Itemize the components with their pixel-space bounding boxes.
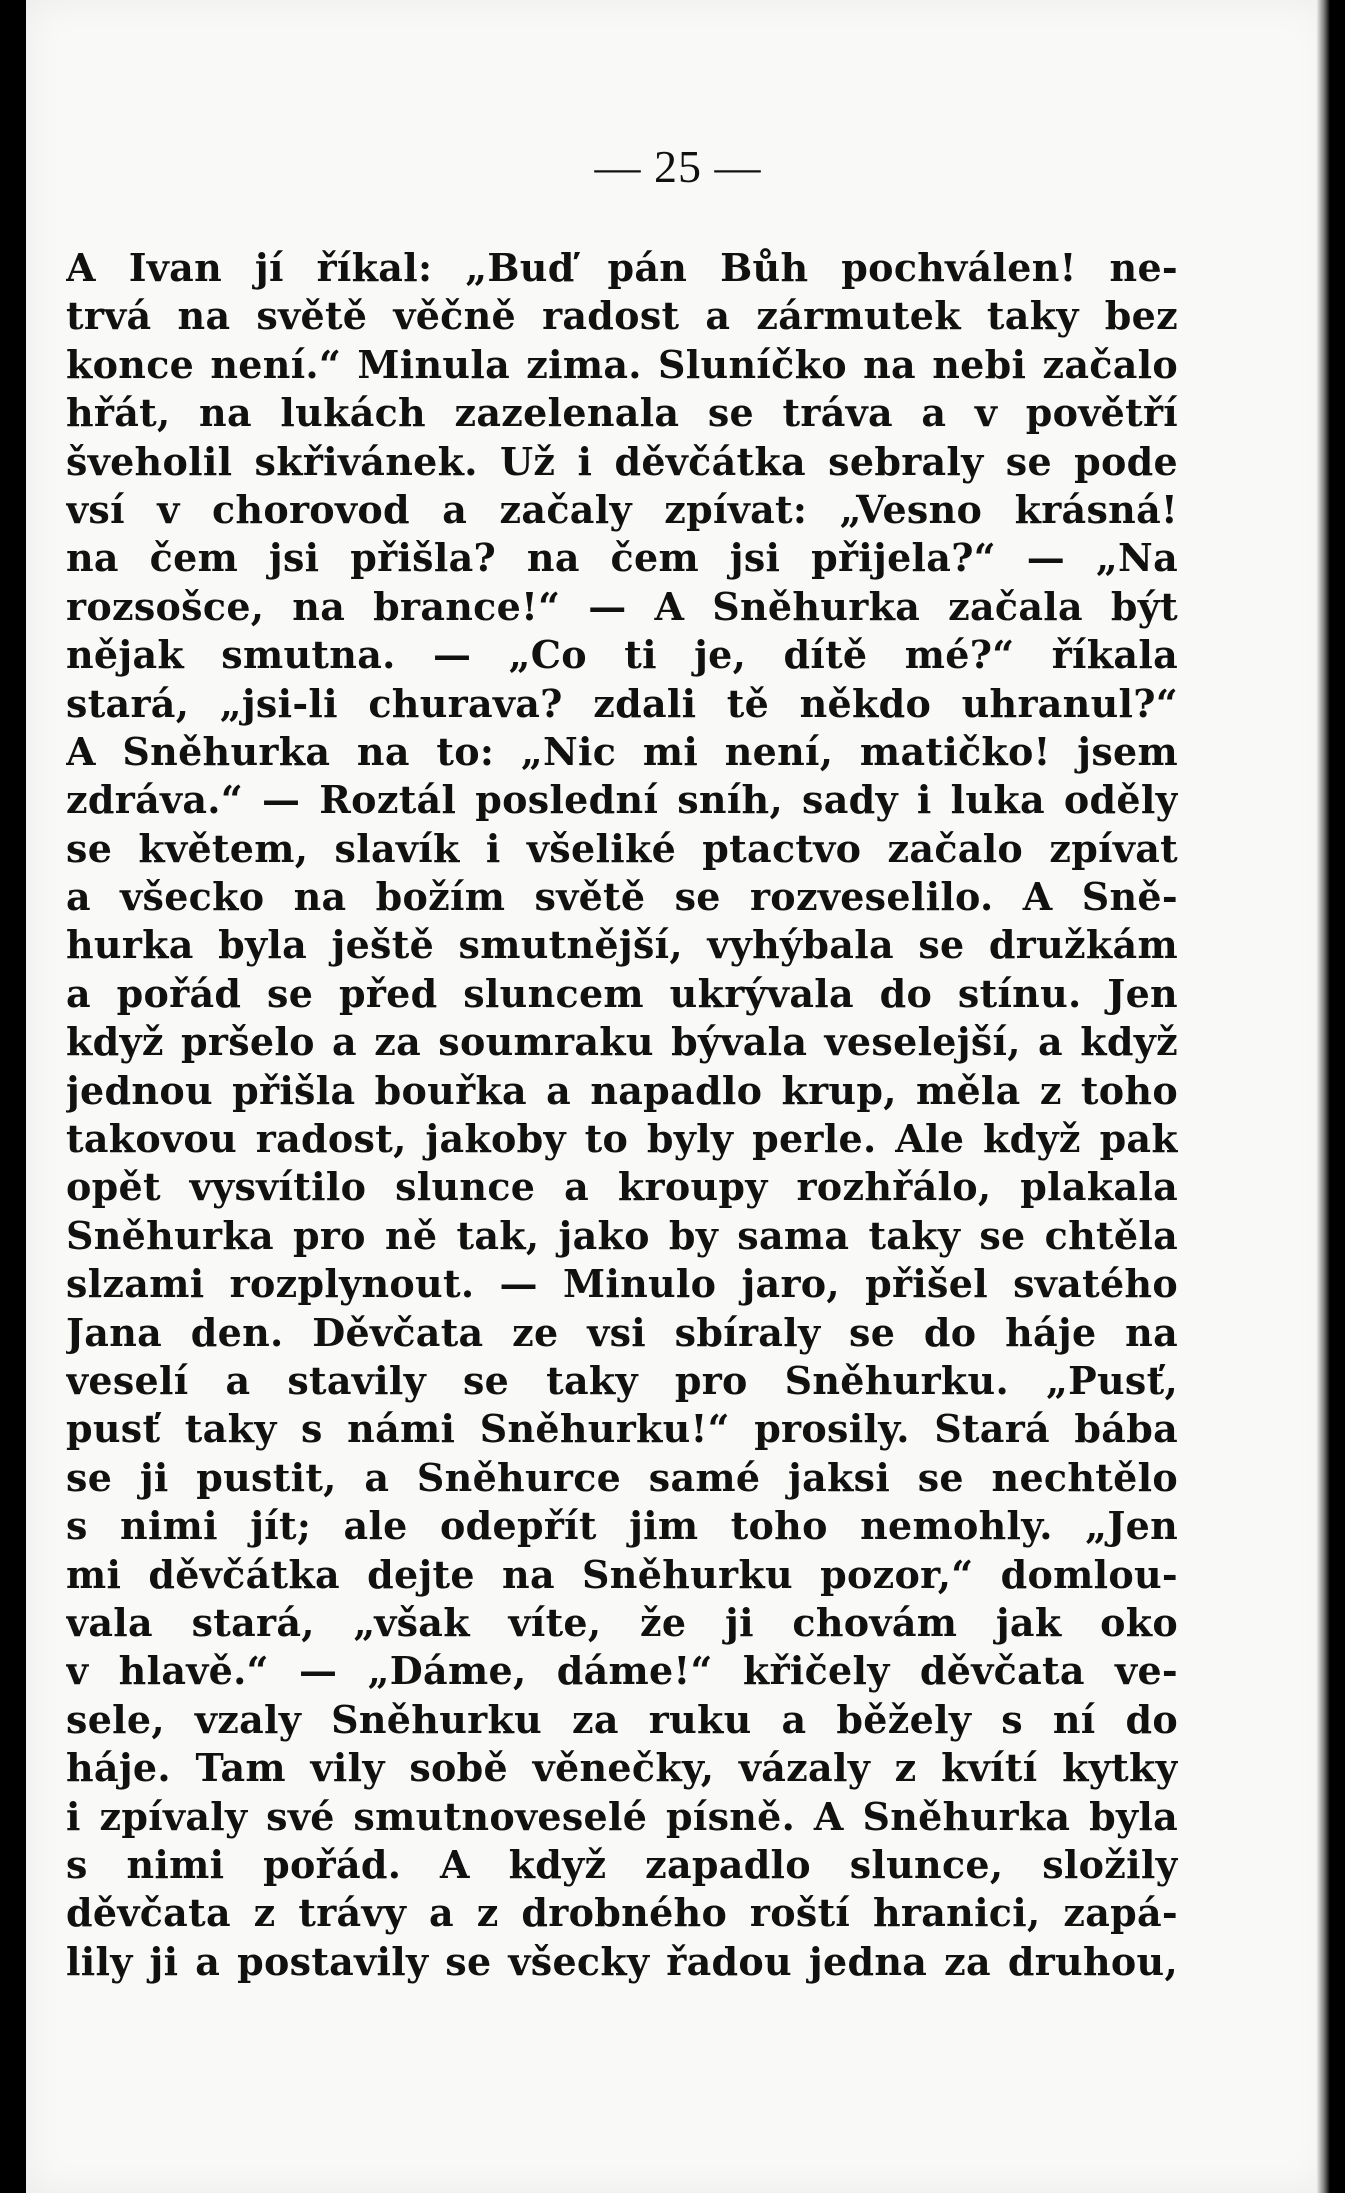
text-line: a pořád se před sluncem ukrývala do stínu. Jen [66, 970, 1178, 1016]
text-line: v hlavě.“ — „Dáme, dáme!“ křičely děvčata ve- [66, 1648, 1178, 1694]
text-line: trvá na světě věčně radost a zármutek taky bez [66, 293, 1178, 339]
text-line: nějak smutna. — „Co ti je, dítě mé?“ říkala [66, 632, 1178, 678]
text-line: se ji pustit, a Sněhurce samé jaksi se nechtělo [66, 1454, 1178, 1500]
text-line: a všecko na božím světě se rozveselilo. A Sně- [66, 874, 1178, 920]
text-line: mi děvčátka dejte na Sněhurku pozor,“ domlou- [66, 1551, 1178, 1597]
text-line: lily ji a postavily se všecky řadou jedna za druhou, [66, 1938, 1178, 1984]
text-line: Jana den. Děvčata ze vsi sbíraly se do háje na [66, 1309, 1178, 1355]
text-line: takovou radost, jakoby to byly perle. Ale když pak [66, 1116, 1178, 1162]
text-line: děvčata z trávy a z drobného roští hranici, zapá- [66, 1890, 1178, 1936]
text-line: opět vysvítilo slunce a kroupy rozhřálo, plakala [66, 1164, 1178, 1210]
text-line: vsí v chorovod a začaly zpívat: „Vesno krásná! [66, 486, 1178, 532]
text-line: když pršelo a za soumraku bývala veselejší, a když [66, 1019, 1178, 1065]
text-line: hurka byla ještě smutnější, vyhýbala se družkám [66, 922, 1178, 968]
text-line: se květem, slavík i všeliké ptactvo začalo zpívat [66, 825, 1178, 871]
text-line: slzami rozplynout. — Minulo jaro, přišel svatého [66, 1261, 1178, 1307]
text-line: hřát, na lukách zazelenala se tráva a v povětří [66, 390, 1178, 436]
text-line: s nimi pořád. A když zapadlo slunce, složily [66, 1841, 1178, 1887]
page-edge-shadow [1316, 0, 1330, 2193]
text-line: šveholil skřivánek. Už i děvčátka sebraly se pode [66, 438, 1178, 484]
text-line: sele, vzaly Sněhurku za ruku a běžely s ní do [66, 1696, 1178, 1742]
text-line: stará, „jsi-li churava? zdali tě někdo uhranul?“ [66, 680, 1178, 726]
text-line: veselí a stavily se taky pro Sněhurku. „Pusť, [66, 1357, 1178, 1403]
text-line: Sněhurka pro ně tak, jako by sama taky se chtěla [66, 1212, 1178, 1258]
book-page [26, 0, 1330, 2193]
text-line: konce není.“ Minula zima. Sluníčko na nebi začalo [66, 341, 1178, 387]
text-line: A Ivan jí říkal: „Buď pán Bůh pochválen! ne- [66, 245, 1178, 290]
text-line: i zpívaly své smutnoveselé písně. A Sněhurka byla [66, 1793, 1178, 1839]
text-line: s nimi jít; ale odepřít jim toho nemohly. „Jen [66, 1503, 1178, 1549]
text-line: vala stará, „však víte, že ji chovám jak oko [66, 1599, 1178, 1645]
body-text [66, 244, 1178, 1986]
text-line: rozsošce, na brance!“ — A Sněhurka začala být [66, 583, 1178, 629]
text-line: jednou přišla bouřka a napadlo krup, měla z toho [66, 1067, 1178, 1113]
page-number: — 25 — [594, 141, 762, 192]
text-line: háje. Tam vily sobě věnečky, vázaly z kvítí kytky [66, 1745, 1178, 1791]
text-line: na čem jsi přišla? na čem jsi přijela?“ — „Na [66, 535, 1178, 581]
text-line: A Sněhurka na to: „Nic mi není, matičko! jsem [66, 728, 1178, 774]
text-line: pusť taky s námi Sněhurku!“ prosily. Stará bába [66, 1406, 1178, 1452]
text-line: zdráva.“ — Roztál poslední sníh, sady i luka oděly [66, 777, 1178, 823]
